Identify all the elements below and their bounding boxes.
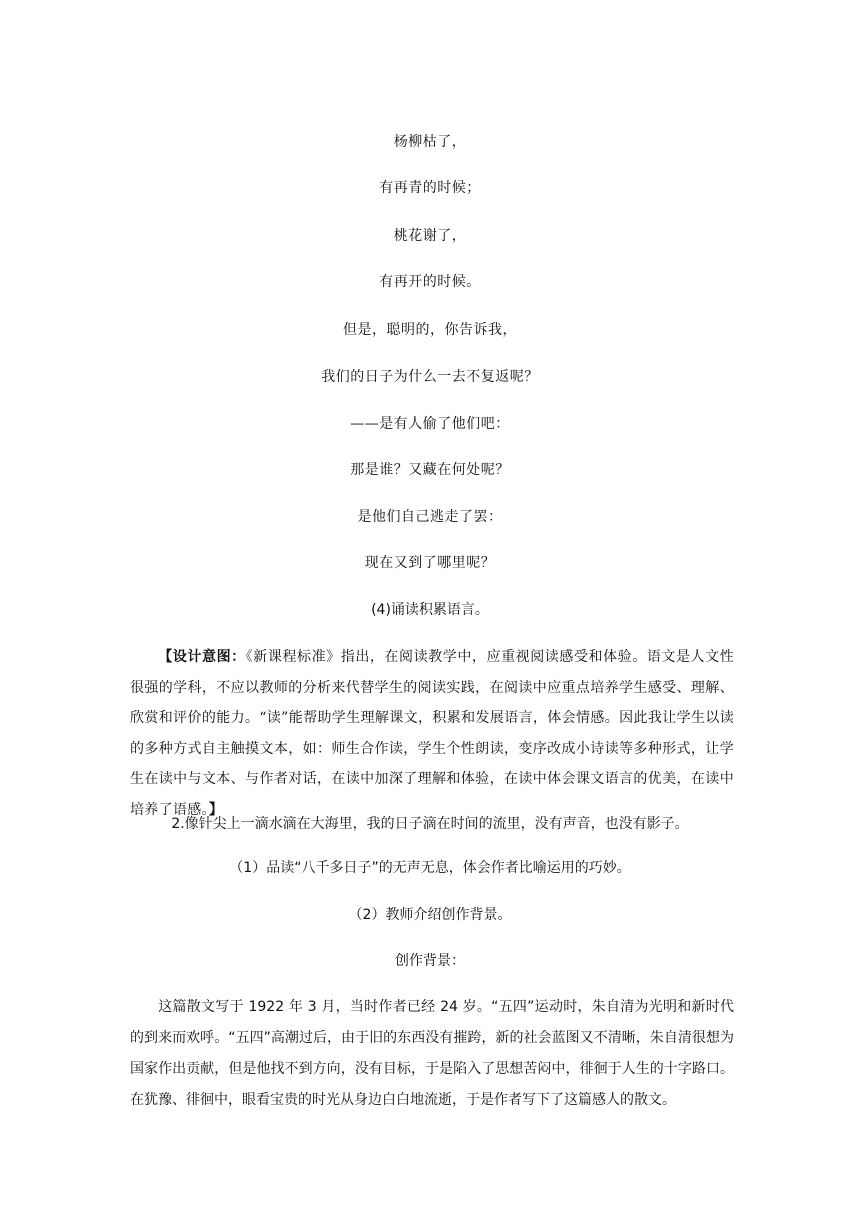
poem-line-5: 但是，聪明的，你告诉我， <box>343 322 517 338</box>
poem-line-7: ——是有人偷了他们吧： <box>350 416 510 432</box>
poem-line-8: 那是谁？又藏在何处呢？ <box>350 462 510 478</box>
design-intent-close: 】 <box>208 801 224 818</box>
poem-line-10: 现在又到了哪里呢？ <box>364 555 496 571</box>
poem-line-6: 我们的日子为什么一去不复返呢？ <box>321 369 539 385</box>
background-body: 这篇散文写于 1922 年 3 月，当时作者已经 24 岁。“五四”运动时，朱自清为光明和新时代的到来而欢呼。“五四”高潮过后，由于旧的东西没有摧跨，新的社会蓝图又不清晰，朱自清很想为国家作出贡献，但是他找不到方向，没有目标，于是陷入了思想苦闷中，徘徊于人生的十字路口。在犹豫、徘徊中，眼看宝贵的时光从身边白白地流逝，于是作者写下了这篇感人的散文。 <box>130 999 734 1108</box>
poem-line-1: 杨柳枯了， <box>393 134 467 150</box>
poem-line-9: 是他们自己逃走了罢： <box>357 509 503 525</box>
design-intent-body: 《新课程标准》指出，在阅读教学中，应重视阅读感受和体验。语文是人文性很强的学科，不应以教师的分析来代替学生的阅读实践，在阅读中应重点培养学生感受、理解、欣赏和评价的能力。“读”能帮助学生理解课文，积累和发展语言，体会情感。因此我让学生以读的多种方式自主触摸文本，如：师生合作读，学生个性朗读，变序改成小诗读等多种形式，让学生在读中与文本、与作者对话，在读中加深了理解和体验，在读中体会课文语言的优美，在读中培养了语感。 <box>130 649 734 818</box>
poem-line-4: 有再开的时候。 <box>379 274 481 290</box>
section-2-item-1: （1）品读“八千多日子”的无声无息，体会作者比喻运用的巧妙。 <box>229 860 631 876</box>
background-paragraph <box>130 992 734 1116</box>
poem-line-2: 有再青的时候； <box>379 180 481 196</box>
step-4-heading: (4)诵读积累语言。 <box>371 602 489 618</box>
section-2-title: 2.像针尖上一滴水滴在大海里，我的日子滴在时间的流里，没有声音，也没有影子。 <box>171 816 689 832</box>
design-intent-label: 【设计意图： <box>158 649 246 665</box>
background-title: 创作背景： <box>395 953 465 969</box>
section-2-item-2: （2）教师介绍创作背景。 <box>348 907 512 923</box>
design-intent-paragraph <box>130 642 734 825</box>
poem-line-3: 桃花谢了， <box>393 228 467 244</box>
